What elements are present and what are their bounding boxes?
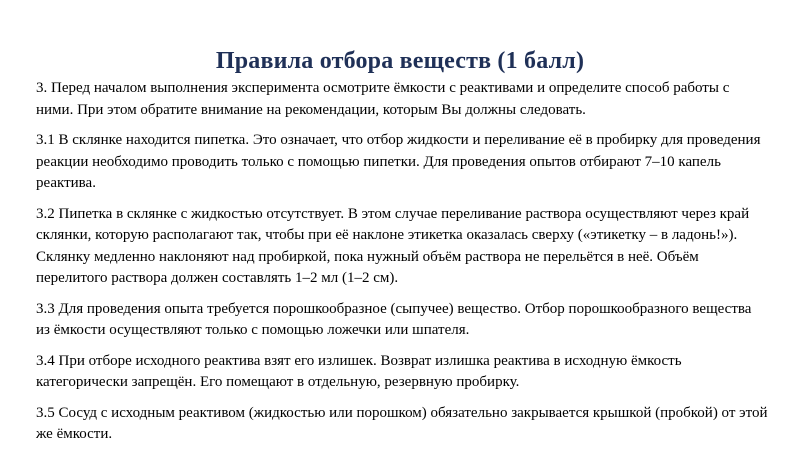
paragraph-3-2: 3.2 Пипетка в склянке с жидкостью отсутствует. В этом случае переливание раствора осуществляют через край склянки, которую располагают так, чтобы при её наклоне этикетка оказалась сверху («этикетку – в ладонь!»). Склянку медленно наклоняют над пробиркой, пока нужный объём раствора не перельётся в неё. Объём перелитого раствора должен составлять 1–2 мл (1–2 см). <box>36 205 750 286</box>
slide-body <box>36 78 768 446</box>
paragraph-3-5: 3.5 Сосуд с исходным реактивом (жидкостью или порошком) обязательно закрывается крышкой (пробкой) от этой же ёмкости. <box>36 404 768 442</box>
paragraph-3-1: 3.1 В склянке находится пипетка. Это означает, что отбор жидкости и переливание её в пробирку для проведения реакции необходимо проводить только с помощью пипетки. Для проведения опытов отбирают 7–10 капель реактива. <box>36 132 761 191</box>
paragraph-3: 3. Перед началом выполнения эксперимента осмотрите ёмкости с реактивами и определите способ работы с ними. При этом обратите внимание на рекомендации, которым Вы должны следовать. <box>36 80 730 118</box>
page-title: Правила отбора веществ (1 балл) <box>215 48 585 75</box>
paragraph-3-4: 3.4 При отборе исходного реактива взят его излишек. Возврат излишка реактива в исходную ёмкость категорически запрещён. Его помещают в отдельную, резервную пробирку. <box>36 352 682 390</box>
paragraph-3-3: 3.3 Для проведения опыта требуется порошкообразное (сыпучее) вещество. Отбор порошкообразного вещества из ёмкости осуществляют только с помощью ложечки или шпателя. <box>36 300 752 338</box>
